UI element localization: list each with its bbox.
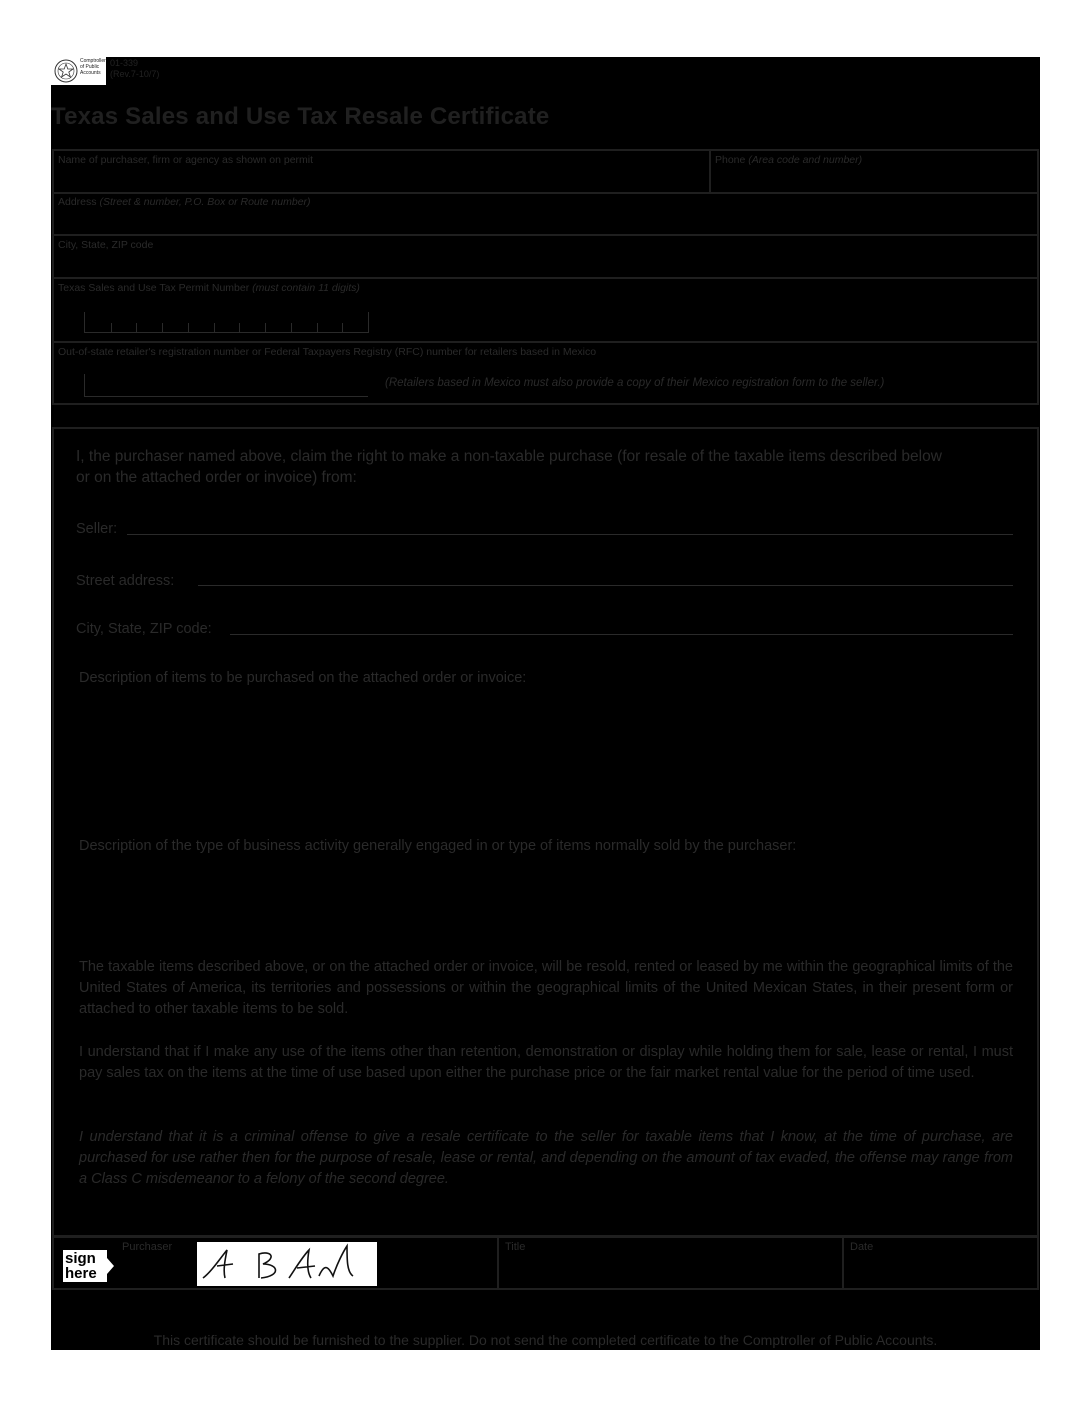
purchaser-name-label: Name of purchaser, firm or agency as shown on permit (58, 154, 314, 166)
permit-number-label (58, 282, 360, 294)
date-field[interactable] (850, 1256, 1030, 1284)
digit-separator (291, 323, 292, 332)
use-tax-statement: I understand that if I make any use of the items other than retention, demonstration or display while holding them for sale, lease or rental, I must pay sales tax on the items at the time of use based upon either the purchase price or the fair market rental value for the period of time used. (79, 1044, 1013, 1081)
digit-separator (188, 323, 189, 332)
seller-city-label: City, State, ZIP code: (76, 621, 212, 637)
business-activity-label: Description of the type of business activity generally engaged in or type of items normally sold by the purchaser: (79, 838, 797, 854)
street-address-field[interactable] (198, 585, 1013, 586)
form-number (110, 58, 159, 80)
digit-separator (317, 323, 318, 332)
digit-separator (265, 323, 266, 332)
divider (52, 234, 1039, 236)
claim-section (52, 427, 1039, 1237)
sign-here-line1: sign (65, 1250, 96, 1267)
sign-here-badge (63, 1250, 107, 1282)
phone-label (715, 154, 862, 166)
seller-field[interactable] (127, 534, 1013, 535)
permit-hint: (must contain 11 digits) (252, 282, 360, 294)
digit-separator (111, 323, 112, 332)
out-of-state-label: Out-of-state retailer's registration number or Federal Taxpayers Registry (RFC) number for retailers based in Mexico (58, 346, 597, 358)
claim-statement: I, the purchaser named above, claim the right to make a non-taxable purchase (for resale of the taxable items described below or on the attached order or invoice) from: (76, 448, 942, 486)
phone-label-text: Phone (715, 154, 746, 166)
signature-scribble (197, 1242, 377, 1286)
sign-here-line2: here (65, 1265, 97, 1282)
divider (52, 341, 1039, 343)
address-hint: (Street & number, P.O. Box or Route number) (99, 196, 311, 208)
digit-separator (342, 323, 343, 332)
resale-statement: The taxable items described above, or on the attached order or invoice, will be resold, rented or leased by me within the geographical limits of the United States of America, its territories and possessions or within the geographical limits of the United Mexican States, in their present form or attached to other taxable items to be sold. (79, 959, 1013, 1017)
title-field[interactable] (505, 1256, 835, 1284)
criminal-offense-statement: I understand that it is a criminal offense to give a resale certificate to the seller for taxable items that I know, at the time of purchase, are purchased for use rather then for the purpose of resale, lease or rental, and depending on the amount of tax evaded, the offense may range from a Class C misdemeanor to a felony of the second degree. (79, 1129, 1013, 1187)
divider (842, 1236, 844, 1290)
address-label (58, 196, 311, 208)
date-label: Date (850, 1241, 874, 1253)
seller-city-field[interactable] (230, 634, 1013, 635)
items-description-label: Description of items to be purchased on the attached order or invoice: (79, 670, 527, 686)
out-of-state-number-field[interactable] (84, 374, 368, 397)
footer-note: This certificate should be furnished to the supplier. Do not send the completed certificate to the Comptroller of Public Accounts. (153, 1332, 938, 1348)
divider (709, 149, 711, 194)
sign-here-arrow-icon (107, 1258, 114, 1274)
divider (52, 277, 1039, 279)
seal-text: Comptroller of Public Accounts (80, 58, 106, 76)
purchaser-signature[interactable] (197, 1242, 377, 1286)
digit-separator (214, 323, 215, 332)
phone-hint: (Area code and number) (748, 154, 863, 166)
digit-separator (239, 323, 240, 332)
digit-separator (162, 323, 163, 332)
permit-label-text: Texas Sales and Use Tax Permit Number (58, 282, 250, 294)
texas-seal-icon (54, 59, 78, 83)
form-revision: (Rev.7-10/7) (110, 69, 160, 79)
page-title: Texas Sales and Use Tax Resale Certificate (51, 103, 550, 130)
mexico-retailer-note: (Retailers based in Mexico must also provide a copy of their Mexico registration form to the seller.) (385, 377, 885, 389)
permit-number-field[interactable] (84, 312, 369, 333)
business-activity-field[interactable] (79, 863, 1013, 943)
digit-separator (136, 323, 137, 332)
street-address-label: Street address: (76, 573, 175, 589)
divider (52, 192, 1039, 194)
form-number-text: 01-339 (110, 58, 139, 68)
address-label-text: Address (58, 196, 97, 208)
items-description-field[interactable] (79, 695, 1013, 825)
purchaser-signature-label: Purchaser (122, 1241, 173, 1253)
seller-label: Seller: (76, 521, 118, 537)
title-label: Title (505, 1241, 526, 1253)
city-state-zip-label: City, State, ZIP code (58, 239, 154, 251)
divider (497, 1236, 499, 1290)
